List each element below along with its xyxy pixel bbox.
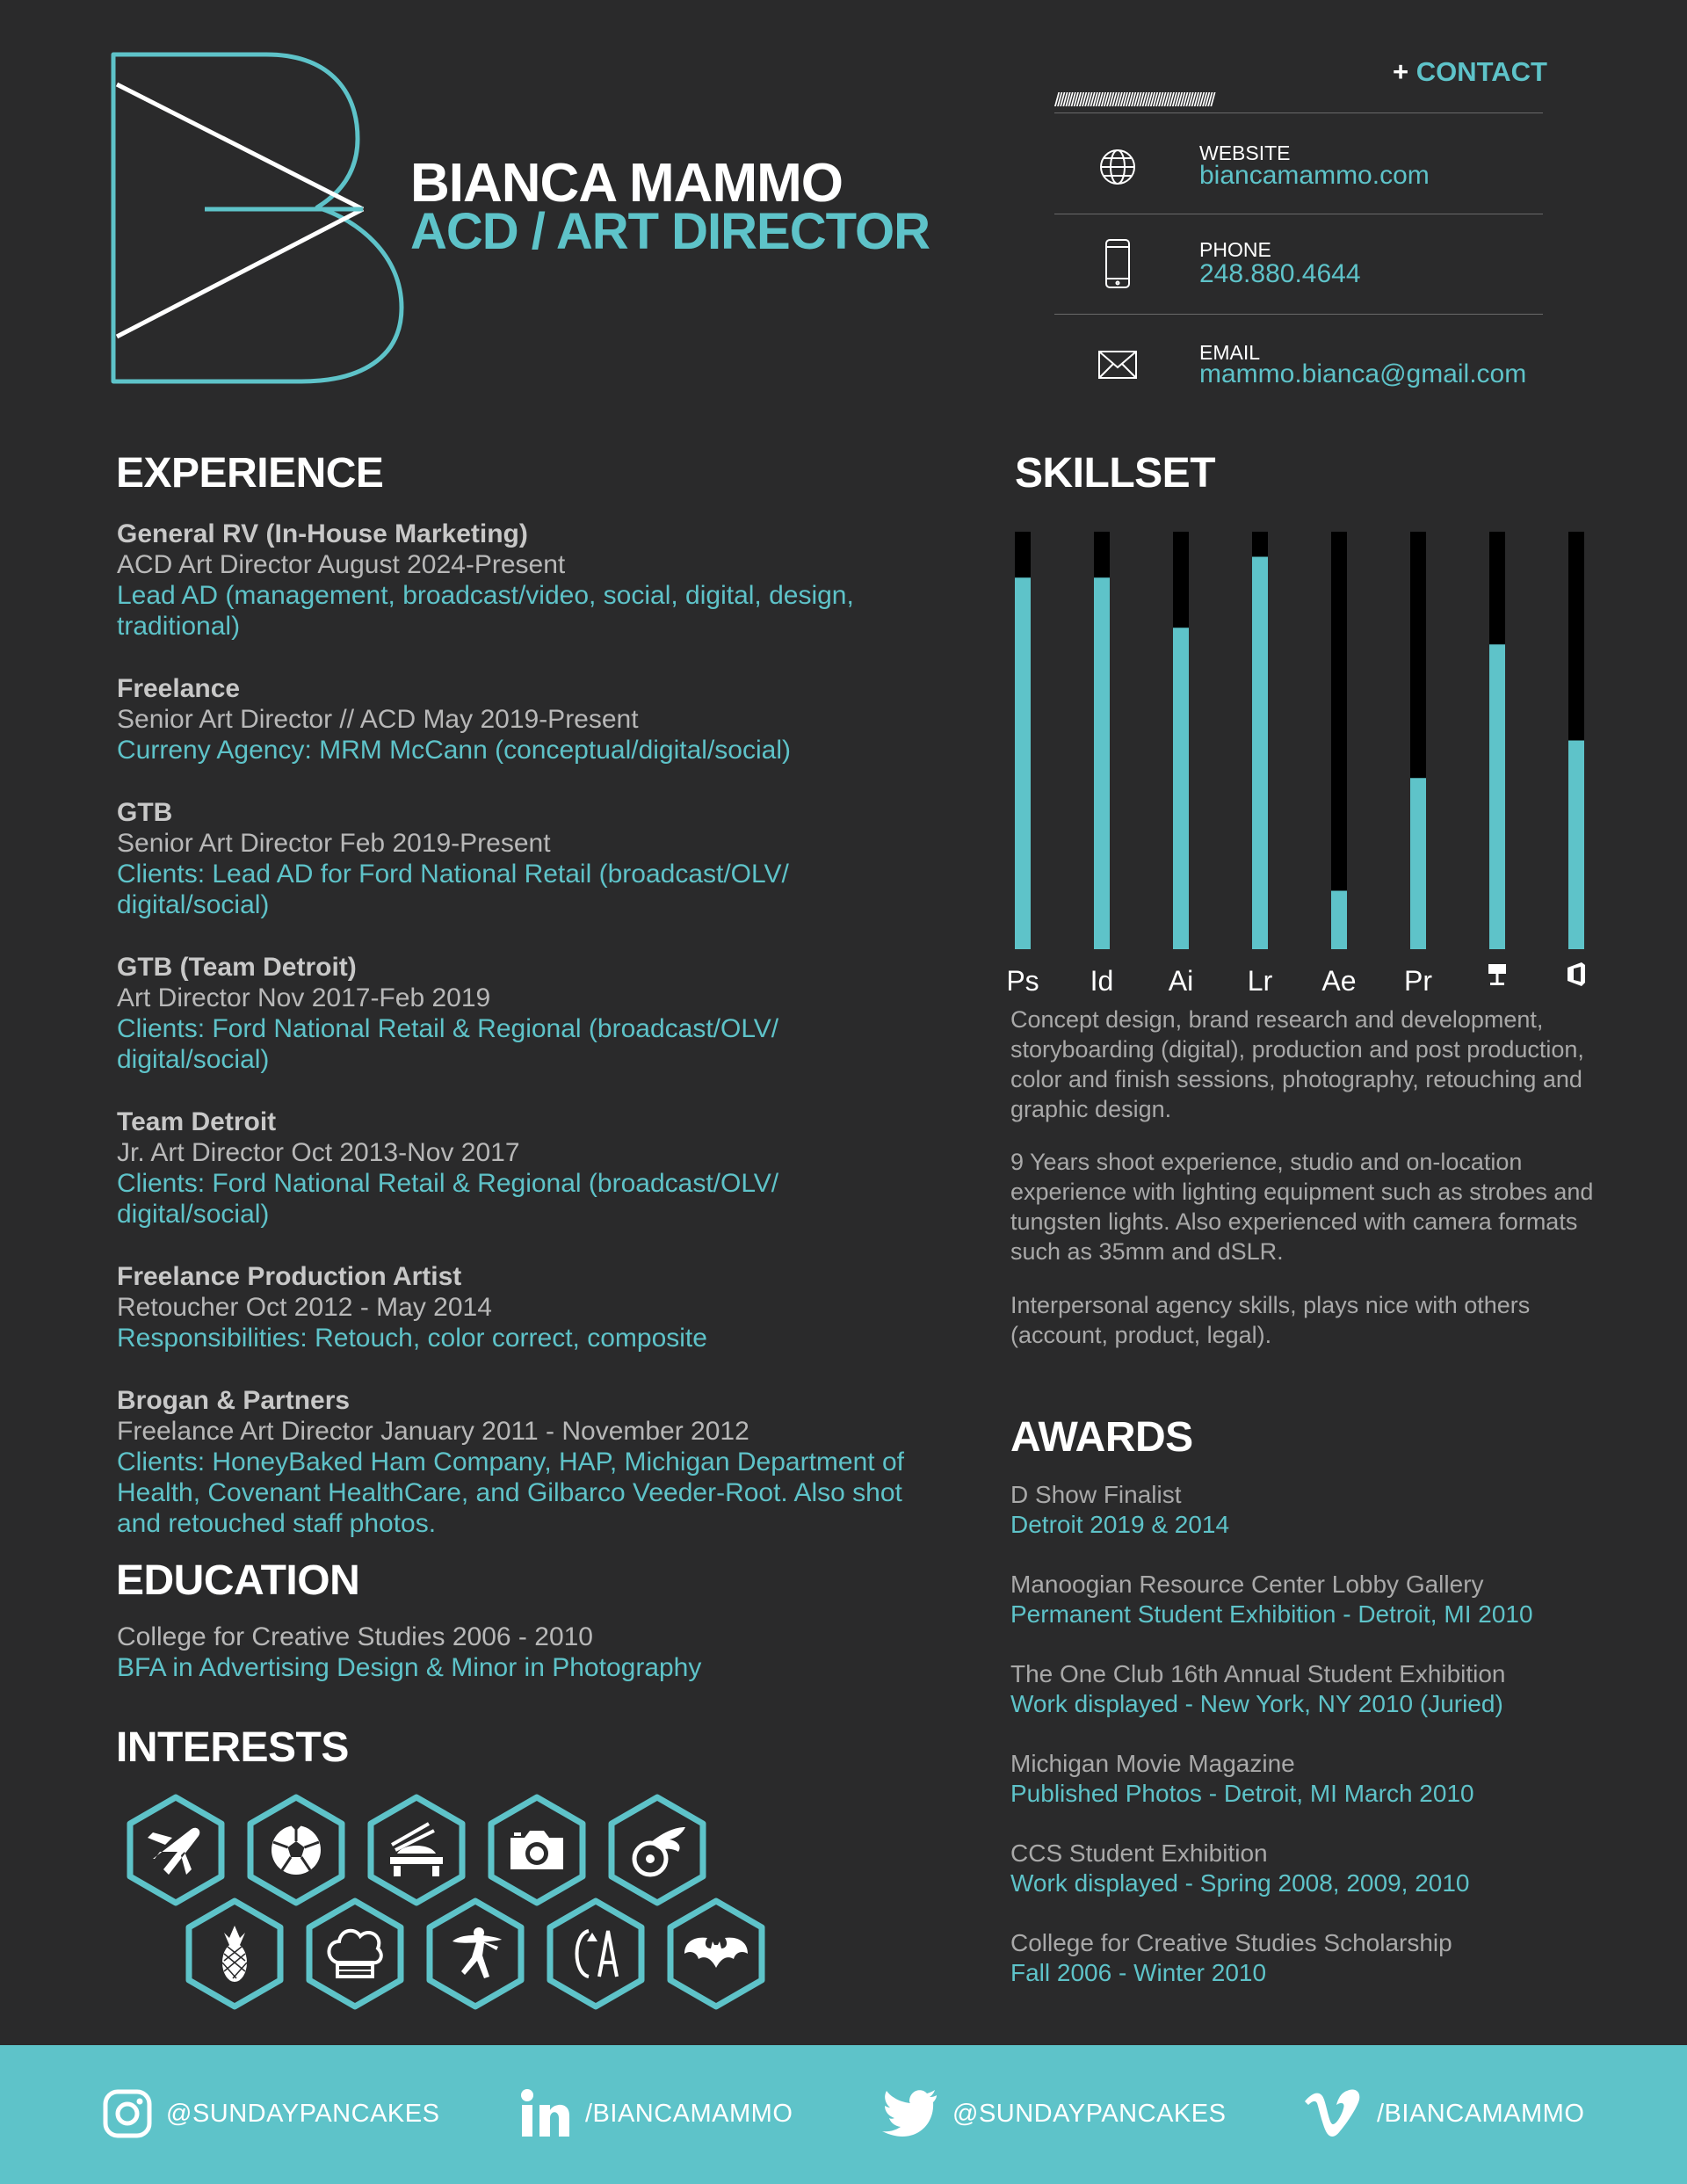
twitter-link[interactable] — [882, 2083, 1226, 2144]
contact-divider — [1054, 112, 1543, 113]
award-entry — [1010, 1480, 1625, 1540]
job-description: Clients: Ford National Retail & Regional (broadcast/OLV/ digital/social) — [117, 1014, 779, 1074]
linkedin-handle: /BIANCAMAMMO — [585, 2099, 793, 2128]
job-description: Clients: Lead AD for Ford National Retail (broadcast/OLV/ digital/social) — [117, 860, 789, 919]
education-heading: EDUCATION — [116, 1557, 360, 1604]
job-description: Curreny Agency: MRM McCann (conceptual/digital/social) — [117, 736, 791, 765]
award-title: Michigan Movie Magazine — [1010, 1750, 1295, 1777]
skill-bar-ps — [1015, 577, 1031, 949]
contact-heading-text: CONTACT — [1415, 56, 1547, 87]
vimeo-handle: /BIANCAMAMMO — [1377, 2099, 1585, 2128]
linkedin-icon — [520, 2089, 571, 2138]
job-company: Freelance — [117, 674, 241, 703]
skill-label-ae: Ae — [1321, 965, 1357, 997]
contact-plus: + — [1393, 56, 1409, 87]
award-entry — [1010, 1749, 1625, 1809]
award-title: CCS Student Exhibition — [1010, 1839, 1268, 1867]
job-company: Brogan & Partners — [117, 1386, 351, 1415]
award-title: College for Creative Studies Scholarship — [1010, 1929, 1452, 1956]
skill-bar-track-ae — [1331, 532, 1347, 949]
skill-bar-ai — [1173, 628, 1189, 949]
job-entry — [117, 1107, 908, 1230]
job-role: Art Director Nov 2017-Feb 2019 — [117, 983, 491, 1012]
job-title-heading: ACD / ART DIRECTOR — [410, 203, 930, 260]
soccer-ball-icon — [250, 1797, 342, 1903]
twitter-icon — [882, 2090, 938, 2137]
red-wings-icon — [612, 1797, 703, 1903]
sushi-icon — [371, 1797, 462, 1903]
award-entry — [1010, 1928, 1625, 1988]
california-icon — [550, 1901, 641, 2006]
skill-label-id: Id — [1090, 965, 1114, 997]
phone-link[interactable]: 248.880.4644 — [1199, 259, 1361, 288]
job-role: ACD Art Director August 2024-Present — [117, 550, 566, 579]
awards-list — [1010, 1480, 1625, 2018]
award-title: The One Club 16th Annual Student Exhibition — [1010, 1660, 1506, 1687]
job-entry — [117, 1385, 908, 1539]
globe-icon — [1098, 141, 1137, 193]
skillset-paragraph-1: Concept design, brand research and development, storyboarding (digital), production and post production, color and finish sessions, photography, retouching and graphic design. — [1010, 1006, 1584, 1122]
award-detail: Permanent Student Exhibition - Detroit, MI 2010 — [1010, 1600, 1533, 1628]
vimeo-icon — [1303, 2089, 1363, 2138]
award-detail: Published Photos - Detroit, MI March 2010 — [1010, 1780, 1474, 1807]
skill-label-ai: Ai — [1168, 965, 1194, 997]
skill-bar-ae — [1331, 891, 1347, 950]
skillset-heading: SKILLSET — [1015, 450, 1216, 497]
job-entry — [117, 673, 908, 765]
phone-icon — [1098, 237, 1137, 290]
award-detail: Work displayed - Spring 2008, 2009, 2010 — [1010, 1869, 1470, 1897]
office-icon — [1568, 962, 1585, 986]
awards-heading: AWARDS — [1010, 1414, 1193, 1461]
job-role: Senior Art Director Feb 2019-Present — [117, 829, 551, 858]
bm-monogram-logo — [110, 51, 409, 385]
job-company: Freelance Production Artist — [117, 1262, 462, 1291]
website-link[interactable]: biancamammo.com — [1199, 161, 1430, 190]
award-entry — [1010, 1570, 1625, 1629]
instagram-link[interactable] — [103, 2083, 439, 2144]
skillset-paragraph-3: Interpersonal agency skills, plays nice with others (account, product, legal). — [1010, 1292, 1531, 1348]
skill-bar-office — [1568, 741, 1584, 950]
skillset-bar-chart — [1006, 532, 1612, 998]
contact-hatch-divider: ////////////////////////////////////////////////////////// — [1054, 91, 1213, 109]
job-role: Jr. Art Director Oct 2013-Nov 2017 — [117, 1138, 520, 1167]
job-entry — [117, 952, 908, 1075]
experience-list — [117, 519, 908, 1571]
job-entry — [117, 797, 908, 920]
instagram-handle: @SUNDAYPANCAKES — [166, 2099, 440, 2128]
pineapple-icon — [189, 1901, 280, 2006]
award-entry — [1010, 1659, 1625, 1719]
interests-hexagons — [114, 1784, 782, 2030]
skillset-paragraph-2: 9 Years shoot experience, studio and on-location experience with lighting equipment such as strobes and tungsten lights. Also experienced with camera formats such as 35mm and dSLR. — [1010, 1149, 1594, 1265]
skill-bar-lr — [1252, 557, 1268, 950]
award-detail: Fall 2006 - Winter 2010 — [1010, 1959, 1267, 1986]
skill-label-ps: Ps — [1006, 965, 1039, 997]
job-entry — [117, 1261, 908, 1353]
experience-heading: EXPERIENCE — [116, 450, 384, 497]
award-title: D Show Finalist — [1010, 1481, 1182, 1508]
award-detail: Detroit 2019 & 2014 — [1010, 1511, 1230, 1538]
skill-bar-pr — [1410, 778, 1426, 949]
job-entry — [117, 519, 908, 642]
interests-heading: INTERESTS — [116, 1724, 349, 1771]
job-description: Lead AD (management, broadcast/video, social, digital, design, traditional) — [117, 581, 854, 641]
contact-divider — [1054, 314, 1543, 315]
keynote-icon — [1488, 964, 1506, 985]
education-school: College for Creative Studies 2006 - 2010 — [117, 1622, 593, 1651]
envelope-icon — [1098, 337, 1137, 390]
skill-label-pr: Pr — [1404, 965, 1432, 997]
surfer-icon — [430, 1901, 521, 2006]
airplane-icon — [130, 1797, 221, 1903]
vimeo-link[interactable] — [1303, 2083, 1584, 2144]
job-company: GTB — [117, 798, 173, 827]
phone-label: PHONE — [1199, 238, 1271, 261]
chef-hat-icon — [309, 1901, 401, 2006]
award-detail: Work displayed - New York, NY 2010 (Juried) — [1010, 1690, 1503, 1717]
linkedin-link[interactable] — [520, 2083, 793, 2144]
award-title: Manoogian Resource Center Lobby Gallery — [1010, 1571, 1484, 1598]
camera-icon — [491, 1797, 583, 1903]
skill-bar-keynote — [1489, 644, 1505, 949]
skill-bar-id — [1094, 577, 1110, 949]
email-label: EMAIL — [1199, 341, 1261, 364]
job-description: Clients: HoneyBaked Ham Company, HAP, Michigan Department of Health, Covenant HealthCare, and Gilbarco Veeder-Root. Also shot and retouched staff photos. — [117, 1448, 904, 1538]
contact-heading — [1393, 56, 1547, 88]
job-description: Responsibilities: Retouch, color correct, composite — [117, 1324, 707, 1353]
website-label: WEBSITE — [1199, 141, 1291, 164]
instagram-icon — [103, 2089, 152, 2138]
name-heading: BIANCA MAMMO — [410, 153, 843, 214]
award-entry — [1010, 1839, 1625, 1898]
skill-label-lr: Lr — [1247, 965, 1273, 997]
job-role: Senior Art Director // ACD May 2019-Present — [117, 705, 639, 734]
twitter-handle: @SUNDAYPANCAKES — [952, 2099, 1227, 2128]
job-company: General RV (In-House Marketing) — [117, 519, 528, 548]
email-link[interactable]: mammo.bianca@gmail.com — [1199, 359, 1527, 388]
job-company: GTB (Team Detroit) — [117, 953, 357, 982]
job-company: Team Detroit — [117, 1107, 277, 1136]
job-role: Freelance Art Director January 2011 - November 2012 — [117, 1417, 749, 1446]
education-block — [117, 1622, 908, 1683]
job-role: Retoucher Oct 2012 - May 2014 — [117, 1293, 492, 1322]
education-degree: BFA in Advertising Design & Minor in Photography — [117, 1653, 702, 1682]
batman-icon — [670, 1901, 762, 2006]
job-description: Clients: Ford National Retail & Regional (broadcast/OLV/ digital/social) — [117, 1169, 779, 1229]
